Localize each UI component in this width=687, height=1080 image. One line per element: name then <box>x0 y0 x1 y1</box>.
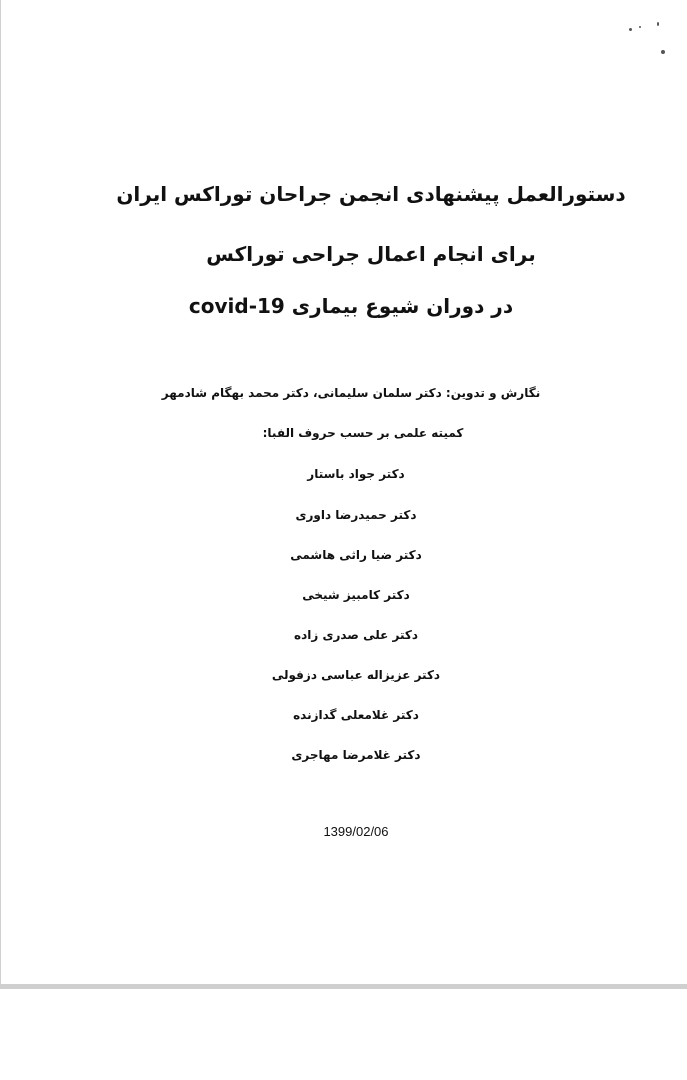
document-title-line-2: برای انجام اعمال جراحی توراکس <box>206 242 536 266</box>
scan-artifact-marks <box>621 22 669 62</box>
committee-member: دکتر حمیدرضا داوری <box>295 508 417 522</box>
committee-heading: کمیته علمی بر حسب حروف الفبا: <box>262 426 464 440</box>
scan-dot <box>657 22 659 26</box>
scan-page-bottom-edge <box>0 984 687 989</box>
scan-dot <box>639 26 641 28</box>
committee-member: دکتر کامبیز شیخی <box>302 588 410 602</box>
authors-line: نگارش و تدوین: دکتر سلمان سلیمانی، دکتر محمد بهگام شادمهر <box>161 386 541 400</box>
committee-member: دکتر علی صدری زاده <box>294 628 418 642</box>
scan-dot <box>661 50 665 54</box>
committee-member: دکتر غلامرضا مهاجری <box>291 748 421 762</box>
document-title-line-3: در دوران شیوع بیماری covid-19 <box>188 294 514 318</box>
committee-member: دکتر غلامعلی گدازنده <box>293 708 419 722</box>
scan-dot <box>629 28 632 31</box>
document-title-line-1: دستورالعمل پیشنهادی انجمن جراحان توراکس ایران <box>116 182 626 206</box>
committee-member: دکتر عزیزاله عباسی دزفولی <box>271 668 441 682</box>
committee-member: دکتر ضیا راثی هاشمی <box>290 548 422 562</box>
document-date: 1399/02/06 <box>323 824 389 839</box>
committee-member: دکتر جواد باستار <box>307 467 405 481</box>
